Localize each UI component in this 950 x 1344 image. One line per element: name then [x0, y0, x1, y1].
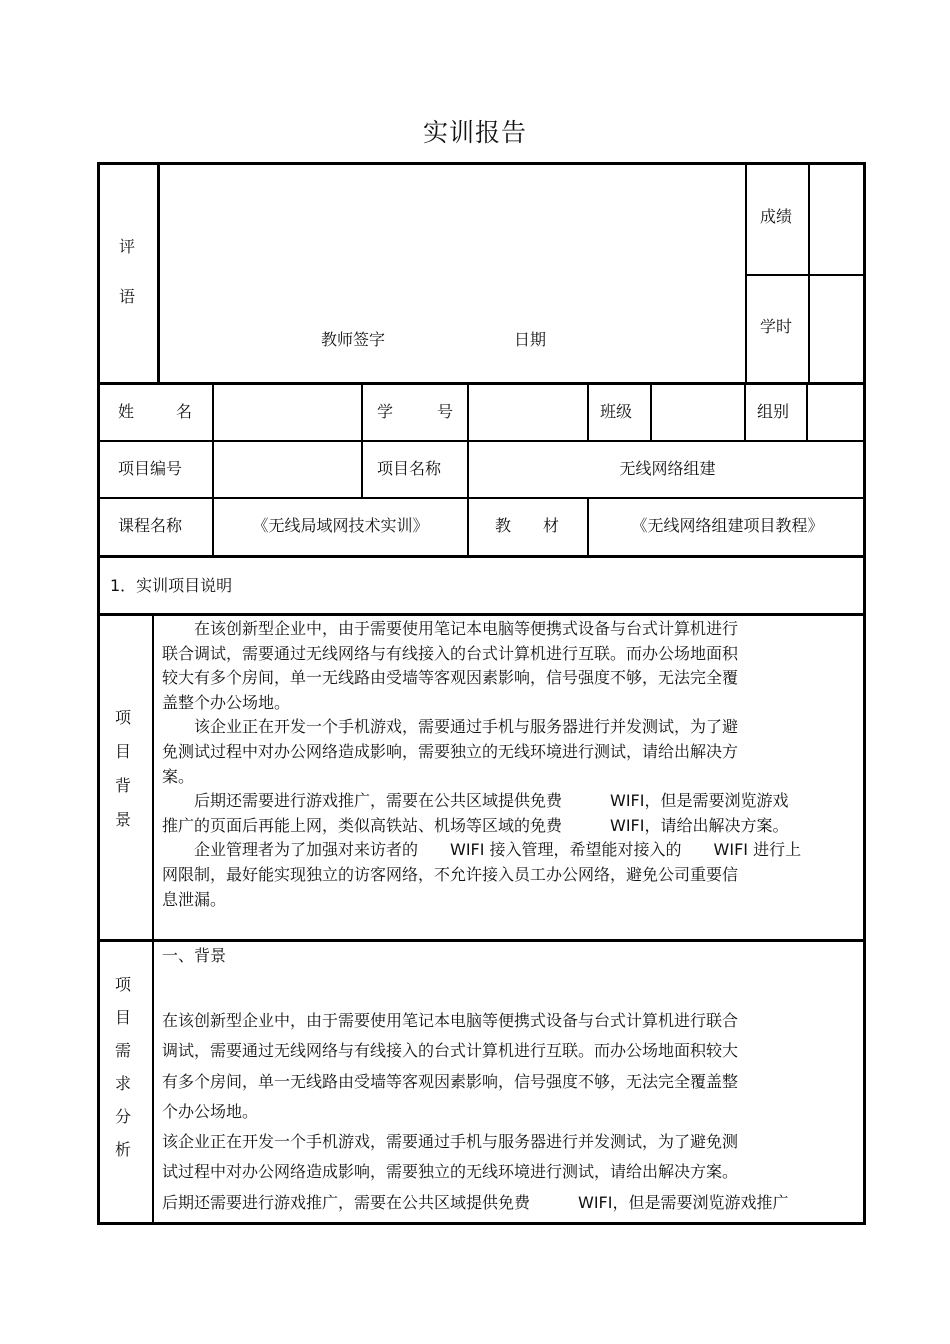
date-label: 日期 [514, 330, 547, 349]
col-divider [157, 162, 160, 384]
page-title: 实训报告 [422, 118, 527, 147]
analysis-text: 在该创新型企业中，由于需要使用笔记本电脑等便携式设备与台式计算机进行联合 调试，需要通过无线网络与有线接入的台式计算机进行互联。而办公场地面积较大 有多个房间，单一无线路由受墙等客观因素影响，信号强度不够，无法完全覆盖整 个办公场地。 该企业正在开发一个手机游戏，需要通过手机与服务器进行并发测试，为了避免测 试过程中对办公网络造成影响，需要独立的无线环境进行测试，请给出解决方案。 后期还需要进行游戏推广，需要在公共区域提供免费 WIFI，但是需要浏览游戏推广 [162, 1011, 789, 1212]
col-divider [745, 162, 747, 384]
analysis-label: 项 目 需 求 分 析 [114, 975, 131, 1159]
group-label: 组别 [757, 402, 790, 421]
class-label: 班级 [600, 402, 633, 421]
score-label: 成绩 [760, 207, 793, 226]
teacher-sign-label: 教师签字 [321, 330, 386, 349]
col-divider [361, 384, 363, 499]
textbook-value: 《无线网络组建项目教程》 [631, 516, 824, 535]
course-name-value: 《无线局域网技术实训》 [252, 516, 429, 535]
row-divider [97, 613, 866, 616]
name-label-a: 姓 [118, 402, 135, 421]
project-name-label: 项目名称 [377, 459, 442, 478]
col-divider [808, 162, 810, 384]
course-name-label: 课程名称 [118, 516, 183, 535]
col-divider [806, 384, 808, 441]
row-divider [745, 274, 866, 276]
section-heading: 1．实训项目说明 [110, 576, 233, 595]
project-no-label: 项目编号 [118, 459, 183, 478]
student-no-label-a: 学 [377, 402, 394, 421]
eval-label-2: 语 [119, 287, 136, 306]
student-no-label-b: 号 [437, 402, 454, 421]
analysis-heading: 一、背景 [162, 946, 227, 965]
col-divider [744, 384, 746, 441]
hours-label: 学时 [760, 317, 793, 336]
col-divider [152, 614, 154, 1225]
col-divider [650, 384, 652, 441]
background-label: 项 目 背 景 [114, 708, 131, 829]
eval-label-1: 评 [119, 237, 136, 256]
textbook-label-a: 教 [495, 516, 512, 535]
name-label-b: 名 [176, 402, 193, 421]
col-divider [587, 384, 589, 441]
row-divider [97, 939, 866, 942]
project-name-value: 无线网络组建 [619, 459, 716, 478]
textbook-label-b: 材 [543, 516, 560, 535]
background-text: 在该创新型企业中，由于需要使用笔记本电脑等便携式设备与台式计算机进行 联合调试，需要通过无线网络与有线接入的台式计算机进行互联。而办公场地面积 较大有多个房间，单一无线路由受墙等客观因素影响，信号强度不够，无法完全覆 盖整个办公场地。 该企业正在开发一个手机游戏，需要通过手机与服务器进行并发测试，为了避 免测试过程中对办公网络造成影响，需要独立的无线环境进行测试，请给出解决方 案。 后期还需要进行游戏推广，需要在公共区域提供免费 WIFI，但是需要浏览游戏 推广的页面后再能上网，类似高铁站、机场等区域的免费 WIFI，请给出解决方案。 企业管理者为了加强对来访者的 WIFI 接入管理，希望能对接入的 WIFI 进行上 网限制，最好能实现独立的访客网络，不允许接入员工办公网络，避免公司重要信 息泄漏。 [162, 619, 802, 909]
